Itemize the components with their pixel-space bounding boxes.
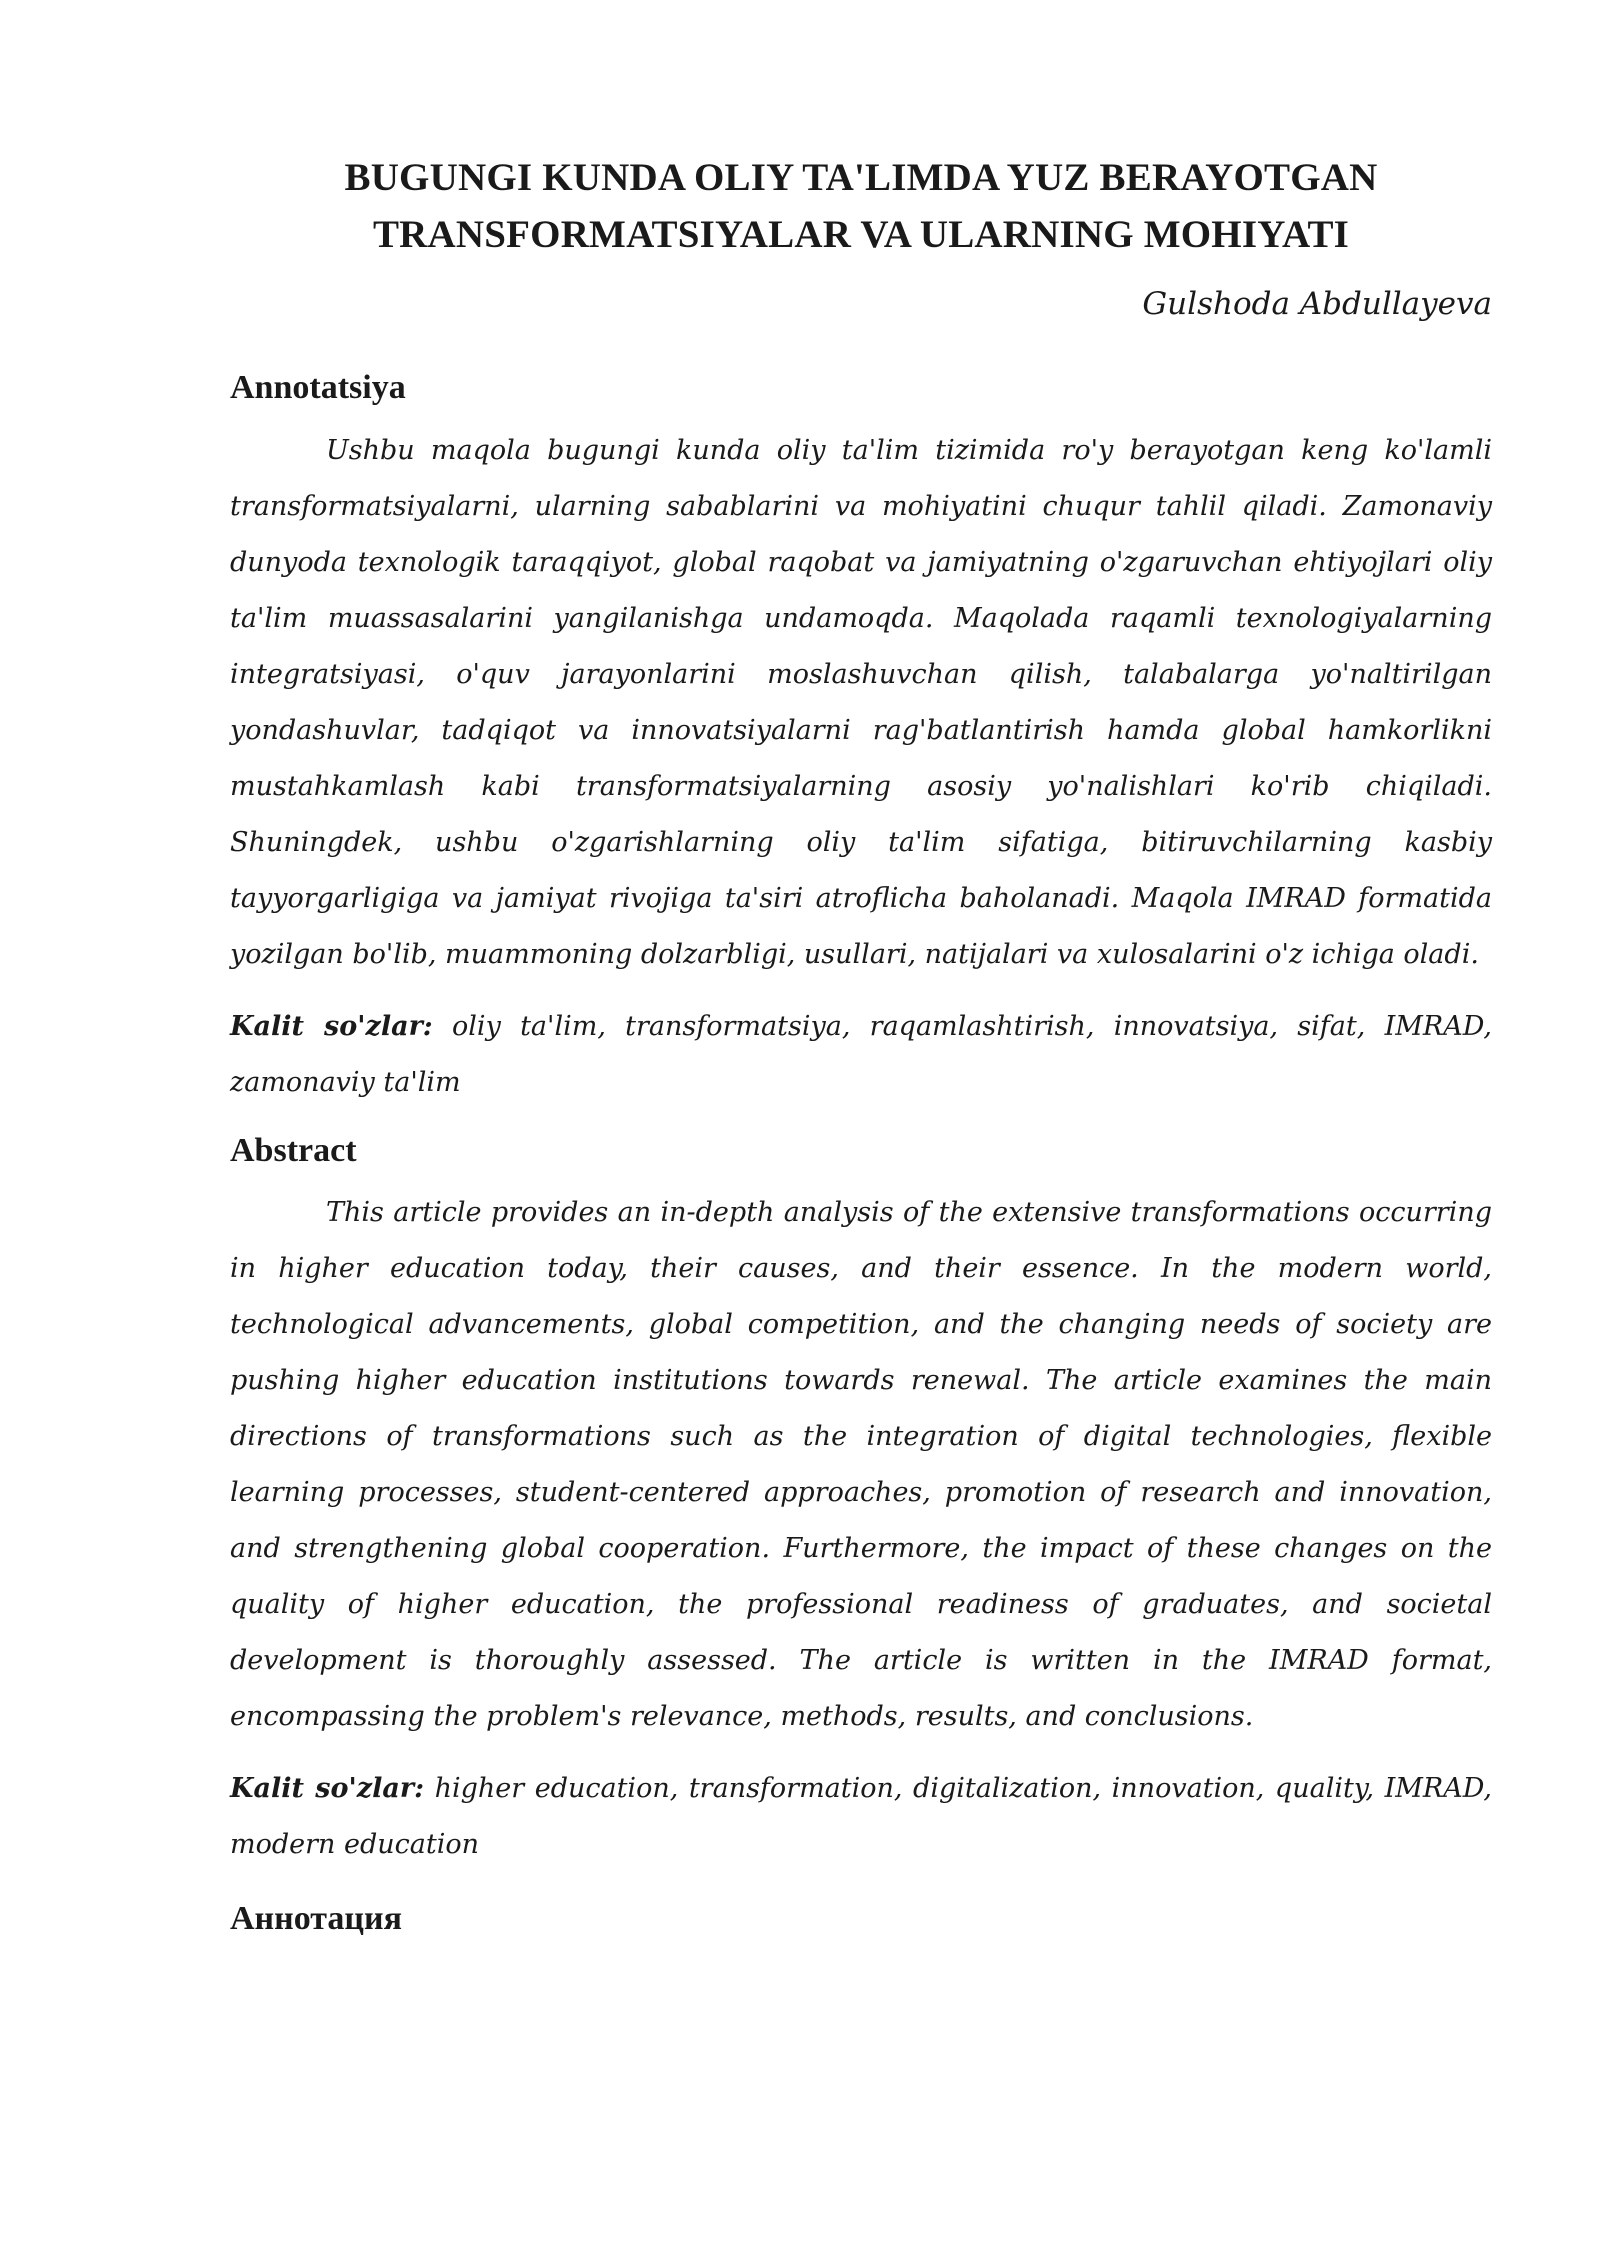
title-line-1: BUGUNGI KUNDA OLIY TA'LIMDA YUZ BERAYOTGAN — [344, 156, 1378, 199]
keywords-list: oliy ta'lim, transformatsiya, raqamlashtirish, innovatsiya, sifat, IMRAD, zamonaviy ta'lim — [230, 1010, 1492, 1098]
keywords-list: higher education, transformation, digitalization, innovation, quality, IMRAD, modern education — [230, 1772, 1492, 1860]
author-name: Gulshoda Abdullayeva — [1142, 286, 1492, 323]
annotatsiya-ru-heading: Аннотация — [230, 1899, 402, 1937]
annotatsiya-paragraph: Ushbu maqola bugungi kunda oliy ta'lim tizimida ro'y berayotgan keng ko'lamli transformatsiyalarni, ularning sabablarini va mohiyatini chuqur tahlil qiladi. Zamonaviy dunyoda texnologik taraqqiyot, global raqobat va jamiyatning o'zgaruvchan ehtiyojlari oliy ta'lim muassasalarini yangilanishga undamoqda. Maqolada raqamli texnologiyalarning integratsiyasi, o'quv jarayonlarini moslashuvchan qilish, talabalarga yo'naltirilgan yondashuvlar, tadqiqot va innovatsiyalarni rag'batlantirish hamda global hamkorlikni mustahkamlash kabi transformatsiyalarning asosiy yo'nalishlari ko'rib chiqiladi. Shuningdek, ushbu o'zgarishlarning oliy ta'lim sifatiga, bitiruvchilarning kasbiy tayyorgarligiga va jamiyat rivojiga ta'siri atroflicha baholanadi. Maqola IMRAD formatida yozilgan bo'lib, muammoning dolzarbligi, usullari, natijalari va xulosalarini o'z ichiga oladi. — [230, 434, 1492, 970]
keywords-label: Kalit so'zlar: — [230, 1010, 433, 1042]
abstract-paragraph: This article provides an in-depth analysis of the extensive transformations occurring in higher education today, their causes, and their essence. In the modern world, technological advancements, global competition, and the changing needs of society are pushing higher education institutions towards renewal. The article examines the main directions of transformations such as the integration of digital technologies, flexible learning processes, student-centered approaches, promotion of research and innovation, and strengthening global cooperation. Furthermore, the impact of these changes on the quality of higher education, the professional readiness of graduates, and societal development is thoroughly assessed. The article is written in the IMRAD format, encompassing the problem's relevance, methods, results, and conclusions. — [230, 1196, 1492, 1732]
annotatsiya-keywords — [230, 999, 1492, 1111]
abstract-keywords — [230, 1761, 1492, 1873]
annotatsiya-heading: Annotatsiya — [230, 369, 406, 407]
title-line-2: TRANSFORMATSIYALAR VA ULARNING MOHIYATI — [372, 212, 1350, 256]
document-content — [230, 150, 1492, 1941]
abstract-heading: Abstract — [230, 1131, 357, 1169]
keywords-label: Kalit so'zlar: — [230, 1772, 425, 1804]
document-title — [230, 150, 1492, 263]
